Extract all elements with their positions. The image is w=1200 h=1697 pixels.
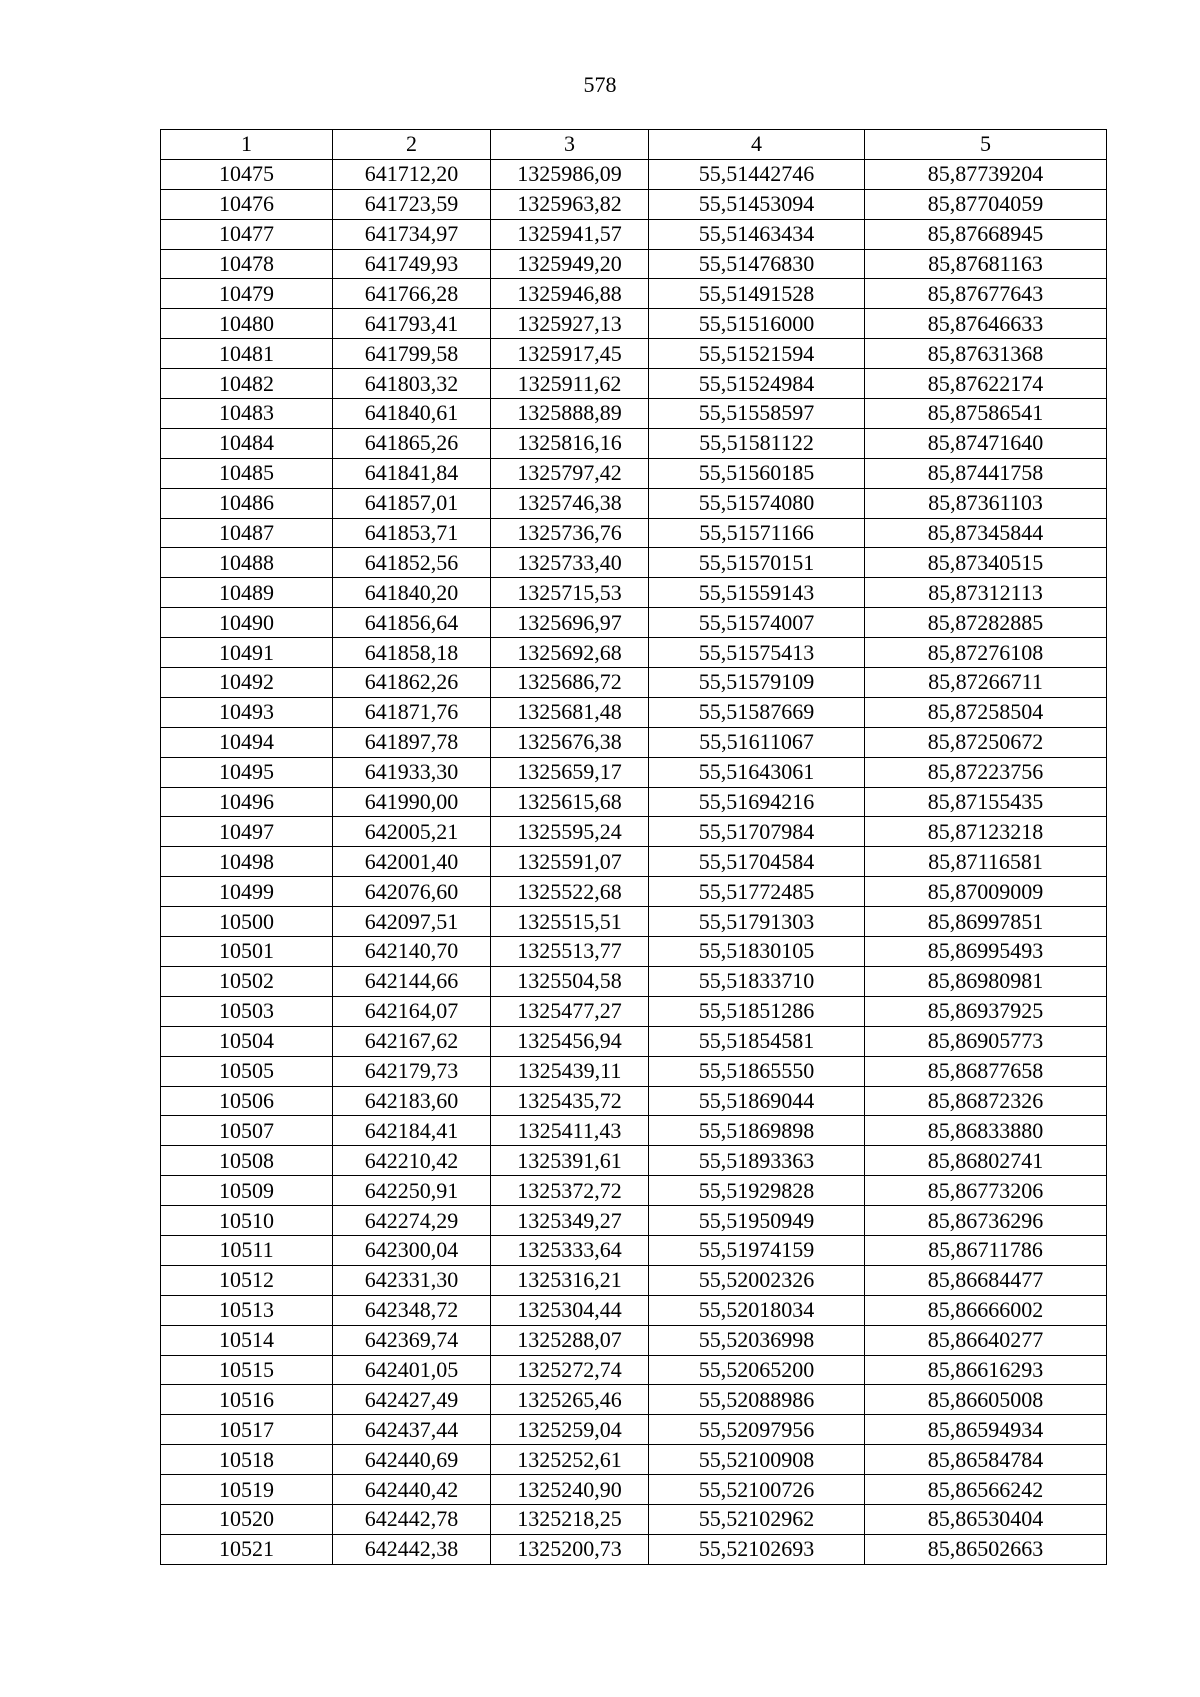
table-row — [161, 1176, 1107, 1206]
table-row — [161, 1235, 1107, 1265]
table-header — [161, 130, 1107, 160]
table-row — [161, 488, 1107, 518]
x-coordinate-cell: 641857,01 — [333, 488, 491, 518]
point-number-cell: 10491 — [161, 638, 333, 668]
latitude-cell: 55,51929828 — [649, 1176, 865, 1206]
y-coordinate-cell: 1325659,17 — [491, 757, 649, 787]
point-number-cell: 10510 — [161, 1206, 333, 1236]
table-row — [161, 189, 1107, 219]
latitude-cell: 55,52100726 — [649, 1475, 865, 1505]
page-number: 578 — [583, 72, 617, 97]
longitude-cell: 85,86584784 — [865, 1445, 1107, 1475]
y-coordinate-cell: 1325888,89 — [491, 399, 649, 429]
y-coordinate-cell: 1325949,20 — [491, 249, 649, 279]
point-number-cell: 10516 — [161, 1385, 333, 1415]
latitude-cell: 55,51574007 — [649, 608, 865, 638]
y-coordinate-cell: 1325715,53 — [491, 578, 649, 608]
point-number-cell: 10502 — [161, 966, 333, 996]
longitude-cell: 85,86711786 — [865, 1235, 1107, 1265]
latitude-cell: 55,51442746 — [649, 159, 865, 189]
point-number-cell: 10496 — [161, 787, 333, 817]
table-row — [161, 697, 1107, 727]
point-number-cell: 10490 — [161, 608, 333, 638]
longitude-cell: 85,86872326 — [865, 1086, 1107, 1116]
x-coordinate-cell: 642097,51 — [333, 907, 491, 937]
longitude-cell: 85,87345844 — [865, 518, 1107, 548]
column-header: 1 — [161, 130, 333, 160]
x-coordinate-cell: 642300,04 — [333, 1235, 491, 1265]
latitude-cell: 55,51559143 — [649, 578, 865, 608]
point-number-cell: 10520 — [161, 1504, 333, 1534]
y-coordinate-cell: 1325676,38 — [491, 727, 649, 757]
y-coordinate-cell: 1325927,13 — [491, 309, 649, 339]
point-number-cell: 10495 — [161, 757, 333, 787]
x-coordinate-cell: 642076,60 — [333, 877, 491, 907]
longitude-cell: 85,86666002 — [865, 1295, 1107, 1325]
y-coordinate-cell: 1325411,43 — [491, 1116, 649, 1146]
y-coordinate-cell: 1325692,68 — [491, 638, 649, 668]
latitude-cell: 55,51833710 — [649, 966, 865, 996]
x-coordinate-cell: 641803,32 — [333, 369, 491, 399]
table-row — [161, 249, 1107, 279]
x-coordinate-cell: 642442,78 — [333, 1504, 491, 1534]
longitude-cell: 85,87312113 — [865, 578, 1107, 608]
x-coordinate-cell: 642183,60 — [333, 1086, 491, 1116]
latitude-cell: 55,51974159 — [649, 1235, 865, 1265]
y-coordinate-cell: 1325333,64 — [491, 1235, 649, 1265]
point-number-cell: 10511 — [161, 1235, 333, 1265]
longitude-cell: 85,86616293 — [865, 1355, 1107, 1385]
table-row — [161, 937, 1107, 967]
longitude-cell: 85,87116581 — [865, 847, 1107, 877]
longitude-cell: 85,87266711 — [865, 668, 1107, 698]
latitude-cell: 55,51704584 — [649, 847, 865, 877]
latitude-cell: 55,51476830 — [649, 249, 865, 279]
x-coordinate-cell: 642348,72 — [333, 1295, 491, 1325]
longitude-cell: 85,86502663 — [865, 1534, 1107, 1564]
table-row — [161, 668, 1107, 698]
x-coordinate-cell: 641793,41 — [333, 309, 491, 339]
column-header: 3 — [491, 130, 649, 160]
longitude-cell: 85,87155435 — [865, 787, 1107, 817]
y-coordinate-cell: 1325316,21 — [491, 1265, 649, 1295]
point-number-cell: 10514 — [161, 1325, 333, 1355]
table-body — [161, 159, 1107, 1564]
latitude-cell: 55,51791303 — [649, 907, 865, 937]
table-row — [161, 369, 1107, 399]
table-row — [161, 1504, 1107, 1534]
latitude-cell: 55,51574080 — [649, 488, 865, 518]
x-coordinate-cell: 641852,56 — [333, 548, 491, 578]
x-coordinate-cell: 642184,41 — [333, 1116, 491, 1146]
longitude-cell: 85,87622174 — [865, 369, 1107, 399]
latitude-cell: 55,51643061 — [649, 757, 865, 787]
table-row — [161, 608, 1107, 638]
point-number-cell: 10480 — [161, 309, 333, 339]
longitude-cell: 85,87631368 — [865, 339, 1107, 369]
x-coordinate-cell: 641856,64 — [333, 608, 491, 638]
x-coordinate-cell: 641840,61 — [333, 399, 491, 429]
latitude-cell: 55,51521594 — [649, 339, 865, 369]
table-row — [161, 1475, 1107, 1505]
table-row — [161, 787, 1107, 817]
longitude-cell: 85,87009009 — [865, 877, 1107, 907]
table-row — [161, 966, 1107, 996]
point-number-cell: 10501 — [161, 937, 333, 967]
y-coordinate-cell: 1325240,90 — [491, 1475, 649, 1505]
x-coordinate-cell: 642001,40 — [333, 847, 491, 877]
y-coordinate-cell: 1325265,46 — [491, 1385, 649, 1415]
point-number-cell: 10521 — [161, 1534, 333, 1564]
point-number-cell: 10518 — [161, 1445, 333, 1475]
y-coordinate-cell: 1325686,72 — [491, 668, 649, 698]
table-row — [161, 907, 1107, 937]
table-row — [161, 1086, 1107, 1116]
x-coordinate-cell: 642210,42 — [333, 1146, 491, 1176]
latitude-cell: 55,51453094 — [649, 189, 865, 219]
longitude-cell: 85,87223756 — [865, 757, 1107, 787]
longitude-cell: 85,87681163 — [865, 249, 1107, 279]
x-coordinate-cell: 641858,18 — [333, 638, 491, 668]
latitude-cell: 55,52102693 — [649, 1534, 865, 1564]
longitude-cell: 85,86833880 — [865, 1116, 1107, 1146]
table-row — [161, 548, 1107, 578]
point-number-cell: 10506 — [161, 1086, 333, 1116]
latitude-cell: 55,51869898 — [649, 1116, 865, 1146]
latitude-cell: 55,51571166 — [649, 518, 865, 548]
point-number-cell: 10497 — [161, 817, 333, 847]
y-coordinate-cell: 1325288,07 — [491, 1325, 649, 1355]
point-number-cell: 10485 — [161, 458, 333, 488]
table-row — [161, 578, 1107, 608]
coordinates-table — [160, 129, 1107, 1565]
table-row — [161, 1415, 1107, 1445]
table-row — [161, 1206, 1107, 1236]
longitude-cell: 85,86640277 — [865, 1325, 1107, 1355]
point-number-cell: 10478 — [161, 249, 333, 279]
x-coordinate-cell: 642401,05 — [333, 1355, 491, 1385]
point-number-cell: 10512 — [161, 1265, 333, 1295]
point-number-cell: 10493 — [161, 697, 333, 727]
x-coordinate-cell: 641897,78 — [333, 727, 491, 757]
table-row — [161, 1265, 1107, 1295]
point-number-cell: 10508 — [161, 1146, 333, 1176]
y-coordinate-cell: 1325986,09 — [491, 159, 649, 189]
y-coordinate-cell: 1325522,68 — [491, 877, 649, 907]
latitude-cell: 55,51491528 — [649, 279, 865, 309]
point-number-cell: 10475 — [161, 159, 333, 189]
table-row — [161, 399, 1107, 429]
latitude-cell: 55,52102962 — [649, 1504, 865, 1534]
column-header: 2 — [333, 130, 491, 160]
y-coordinate-cell: 1325515,51 — [491, 907, 649, 937]
point-number-cell: 10499 — [161, 877, 333, 907]
y-coordinate-cell: 1325595,24 — [491, 817, 649, 847]
latitude-cell: 55,51587669 — [649, 697, 865, 727]
latitude-cell: 55,51854581 — [649, 1026, 865, 1056]
latitude-cell: 55,51865550 — [649, 1056, 865, 1086]
longitude-cell: 85,86736296 — [865, 1206, 1107, 1236]
y-coordinate-cell: 1325349,27 — [491, 1206, 649, 1236]
longitude-cell: 85,86980981 — [865, 966, 1107, 996]
point-number-cell: 10484 — [161, 428, 333, 458]
x-coordinate-cell: 641871,76 — [333, 697, 491, 727]
latitude-cell: 55,51570151 — [649, 548, 865, 578]
y-coordinate-cell: 1325391,61 — [491, 1146, 649, 1176]
latitude-cell: 55,52065200 — [649, 1355, 865, 1385]
x-coordinate-cell: 641734,97 — [333, 219, 491, 249]
longitude-cell: 85,86773206 — [865, 1176, 1107, 1206]
table-row — [161, 996, 1107, 1026]
longitude-cell: 85,87646633 — [865, 309, 1107, 339]
table-row — [161, 1116, 1107, 1146]
latitude-cell: 55,51579109 — [649, 668, 865, 698]
x-coordinate-cell: 641766,28 — [333, 279, 491, 309]
x-coordinate-cell: 642427,49 — [333, 1385, 491, 1415]
longitude-cell: 85,86937925 — [865, 996, 1107, 1026]
point-number-cell: 10513 — [161, 1295, 333, 1325]
column-header: 4 — [649, 130, 865, 160]
table-row — [161, 1385, 1107, 1415]
latitude-cell: 55,51772485 — [649, 877, 865, 907]
point-number-cell: 10489 — [161, 578, 333, 608]
y-coordinate-cell: 1325696,97 — [491, 608, 649, 638]
x-coordinate-cell: 642440,42 — [333, 1475, 491, 1505]
latitude-cell: 55,51463434 — [649, 219, 865, 249]
point-number-cell: 10504 — [161, 1026, 333, 1056]
longitude-cell: 85,86605008 — [865, 1385, 1107, 1415]
point-number-cell: 10483 — [161, 399, 333, 429]
longitude-cell: 85,87471640 — [865, 428, 1107, 458]
y-coordinate-cell: 1325477,27 — [491, 996, 649, 1026]
point-number-cell: 10503 — [161, 996, 333, 1026]
latitude-cell: 55,51707984 — [649, 817, 865, 847]
table-row — [161, 279, 1107, 309]
x-coordinate-cell: 642144,66 — [333, 966, 491, 996]
y-coordinate-cell: 1325736,76 — [491, 518, 649, 548]
latitude-cell: 55,51869044 — [649, 1086, 865, 1116]
latitude-cell: 55,52036998 — [649, 1325, 865, 1355]
y-coordinate-cell: 1325963,82 — [491, 189, 649, 219]
longitude-cell: 85,87677643 — [865, 279, 1107, 309]
x-coordinate-cell: 641840,20 — [333, 578, 491, 608]
table-row — [161, 1295, 1107, 1325]
point-number-cell: 10500 — [161, 907, 333, 937]
point-number-cell: 10476 — [161, 189, 333, 219]
x-coordinate-cell: 642250,91 — [333, 1176, 491, 1206]
point-number-cell: 10492 — [161, 668, 333, 698]
longitude-cell: 85,86530404 — [865, 1504, 1107, 1534]
longitude-cell: 85,86877658 — [865, 1056, 1107, 1086]
point-number-cell: 10486 — [161, 488, 333, 518]
longitude-cell: 85,87704059 — [865, 189, 1107, 219]
table-row — [161, 727, 1107, 757]
latitude-cell: 55,52002326 — [649, 1265, 865, 1295]
x-coordinate-cell: 642437,44 — [333, 1415, 491, 1445]
y-coordinate-cell: 1325591,07 — [491, 847, 649, 877]
y-coordinate-cell: 1325252,61 — [491, 1445, 649, 1475]
x-coordinate-cell: 641712,20 — [333, 159, 491, 189]
table-row — [161, 1026, 1107, 1056]
y-coordinate-cell: 1325513,77 — [491, 937, 649, 967]
table-row — [161, 1355, 1107, 1385]
point-number-cell: 10517 — [161, 1415, 333, 1445]
point-number-cell: 10505 — [161, 1056, 333, 1086]
y-coordinate-cell: 1325272,74 — [491, 1355, 649, 1385]
latitude-cell: 55,51516000 — [649, 309, 865, 339]
y-coordinate-cell: 1325372,72 — [491, 1176, 649, 1206]
x-coordinate-cell: 641933,30 — [333, 757, 491, 787]
longitude-cell: 85,86802741 — [865, 1146, 1107, 1176]
table-row — [161, 159, 1107, 189]
latitude-cell: 55,51950949 — [649, 1206, 865, 1236]
longitude-cell: 85,87739204 — [865, 159, 1107, 189]
y-coordinate-cell: 1325681,48 — [491, 697, 649, 727]
latitude-cell: 55,52088986 — [649, 1385, 865, 1415]
point-number-cell: 10481 — [161, 339, 333, 369]
table-row — [161, 1534, 1107, 1564]
longitude-cell: 85,86995493 — [865, 937, 1107, 967]
longitude-cell: 85,87258504 — [865, 697, 1107, 727]
point-number-cell: 10519 — [161, 1475, 333, 1505]
x-coordinate-cell: 641841,84 — [333, 458, 491, 488]
x-coordinate-cell: 641862,26 — [333, 668, 491, 698]
x-coordinate-cell: 642164,07 — [333, 996, 491, 1026]
table-row — [161, 1146, 1107, 1176]
point-number-cell: 10509 — [161, 1176, 333, 1206]
table-row — [161, 458, 1107, 488]
latitude-cell: 55,51851286 — [649, 996, 865, 1026]
latitude-cell: 55,51694216 — [649, 787, 865, 817]
y-coordinate-cell: 1325941,57 — [491, 219, 649, 249]
x-coordinate-cell: 642274,29 — [333, 1206, 491, 1236]
longitude-cell: 85,87361103 — [865, 488, 1107, 518]
table-row — [161, 219, 1107, 249]
longitude-cell: 85,86684477 — [865, 1265, 1107, 1295]
x-coordinate-cell: 641853,71 — [333, 518, 491, 548]
y-coordinate-cell: 1325911,62 — [491, 369, 649, 399]
point-number-cell: 10494 — [161, 727, 333, 757]
longitude-cell: 85,86905773 — [865, 1026, 1107, 1056]
y-coordinate-cell: 1325615,68 — [491, 787, 649, 817]
latitude-cell: 55,51560185 — [649, 458, 865, 488]
y-coordinate-cell: 1325797,42 — [491, 458, 649, 488]
y-coordinate-cell: 1325504,58 — [491, 966, 649, 996]
y-coordinate-cell: 1325439,11 — [491, 1056, 649, 1086]
latitude-cell: 55,51581122 — [649, 428, 865, 458]
table-row — [161, 428, 1107, 458]
table-row — [161, 518, 1107, 548]
latitude-cell: 55,51558597 — [649, 399, 865, 429]
point-number-cell: 10477 — [161, 219, 333, 249]
x-coordinate-cell: 641865,26 — [333, 428, 491, 458]
point-number-cell: 10498 — [161, 847, 333, 877]
table-row — [161, 1445, 1107, 1475]
table-row — [161, 339, 1107, 369]
longitude-cell: 85,87441758 — [865, 458, 1107, 488]
longitude-cell: 85,87123218 — [865, 817, 1107, 847]
x-coordinate-cell: 641990,00 — [333, 787, 491, 817]
x-coordinate-cell: 642140,70 — [333, 937, 491, 967]
x-coordinate-cell: 642440,69 — [333, 1445, 491, 1475]
header-row — [161, 130, 1107, 160]
y-coordinate-cell: 1325259,04 — [491, 1415, 649, 1445]
y-coordinate-cell: 1325733,40 — [491, 548, 649, 578]
y-coordinate-cell: 1325435,72 — [491, 1086, 649, 1116]
y-coordinate-cell: 1325200,73 — [491, 1534, 649, 1564]
latitude-cell: 55,51575413 — [649, 638, 865, 668]
point-number-cell: 10479 — [161, 279, 333, 309]
y-coordinate-cell: 1325456,94 — [491, 1026, 649, 1056]
x-coordinate-cell: 642442,38 — [333, 1534, 491, 1564]
x-coordinate-cell: 641749,93 — [333, 249, 491, 279]
y-coordinate-cell: 1325917,45 — [491, 339, 649, 369]
latitude-cell: 55,51611067 — [649, 727, 865, 757]
table-row — [161, 309, 1107, 339]
latitude-cell: 55,51893363 — [649, 1146, 865, 1176]
longitude-cell: 85,87250672 — [865, 727, 1107, 757]
point-number-cell: 10482 — [161, 369, 333, 399]
table-row — [161, 1056, 1107, 1086]
longitude-cell: 85,86594934 — [865, 1415, 1107, 1445]
y-coordinate-cell: 1325816,16 — [491, 428, 649, 458]
longitude-cell: 85,87340515 — [865, 548, 1107, 578]
x-coordinate-cell: 642179,73 — [333, 1056, 491, 1086]
table-row — [161, 847, 1107, 877]
longitude-cell: 85,87282885 — [865, 608, 1107, 638]
point-number-cell: 10515 — [161, 1355, 333, 1385]
y-coordinate-cell: 1325304,44 — [491, 1295, 649, 1325]
x-coordinate-cell: 642167,62 — [333, 1026, 491, 1056]
point-number-cell: 10487 — [161, 518, 333, 548]
longitude-cell: 85,86997851 — [865, 907, 1107, 937]
longitude-cell: 85,87276108 — [865, 638, 1107, 668]
x-coordinate-cell: 641723,59 — [333, 189, 491, 219]
column-header: 5 — [865, 130, 1107, 160]
x-coordinate-cell: 642005,21 — [333, 817, 491, 847]
latitude-cell: 55,52097956 — [649, 1415, 865, 1445]
y-coordinate-cell: 1325218,25 — [491, 1504, 649, 1534]
x-coordinate-cell: 642331,30 — [333, 1265, 491, 1295]
y-coordinate-cell: 1325946,88 — [491, 279, 649, 309]
longitude-cell: 85,87586541 — [865, 399, 1107, 429]
point-number-cell: 10507 — [161, 1116, 333, 1146]
table-row — [161, 638, 1107, 668]
x-coordinate-cell: 641799,58 — [333, 339, 491, 369]
latitude-cell: 55,52100908 — [649, 1445, 865, 1475]
table-row — [161, 877, 1107, 907]
point-number-cell: 10488 — [161, 548, 333, 578]
longitude-cell: 85,86566242 — [865, 1475, 1107, 1505]
table-row — [161, 817, 1107, 847]
y-coordinate-cell: 1325746,38 — [491, 488, 649, 518]
latitude-cell: 55,51524984 — [649, 369, 865, 399]
latitude-cell: 55,51830105 — [649, 937, 865, 967]
table-row — [161, 1325, 1107, 1355]
longitude-cell: 85,87668945 — [865, 219, 1107, 249]
latitude-cell: 55,52018034 — [649, 1295, 865, 1325]
x-coordinate-cell: 642369,74 — [333, 1325, 491, 1355]
table-row — [161, 757, 1107, 787]
